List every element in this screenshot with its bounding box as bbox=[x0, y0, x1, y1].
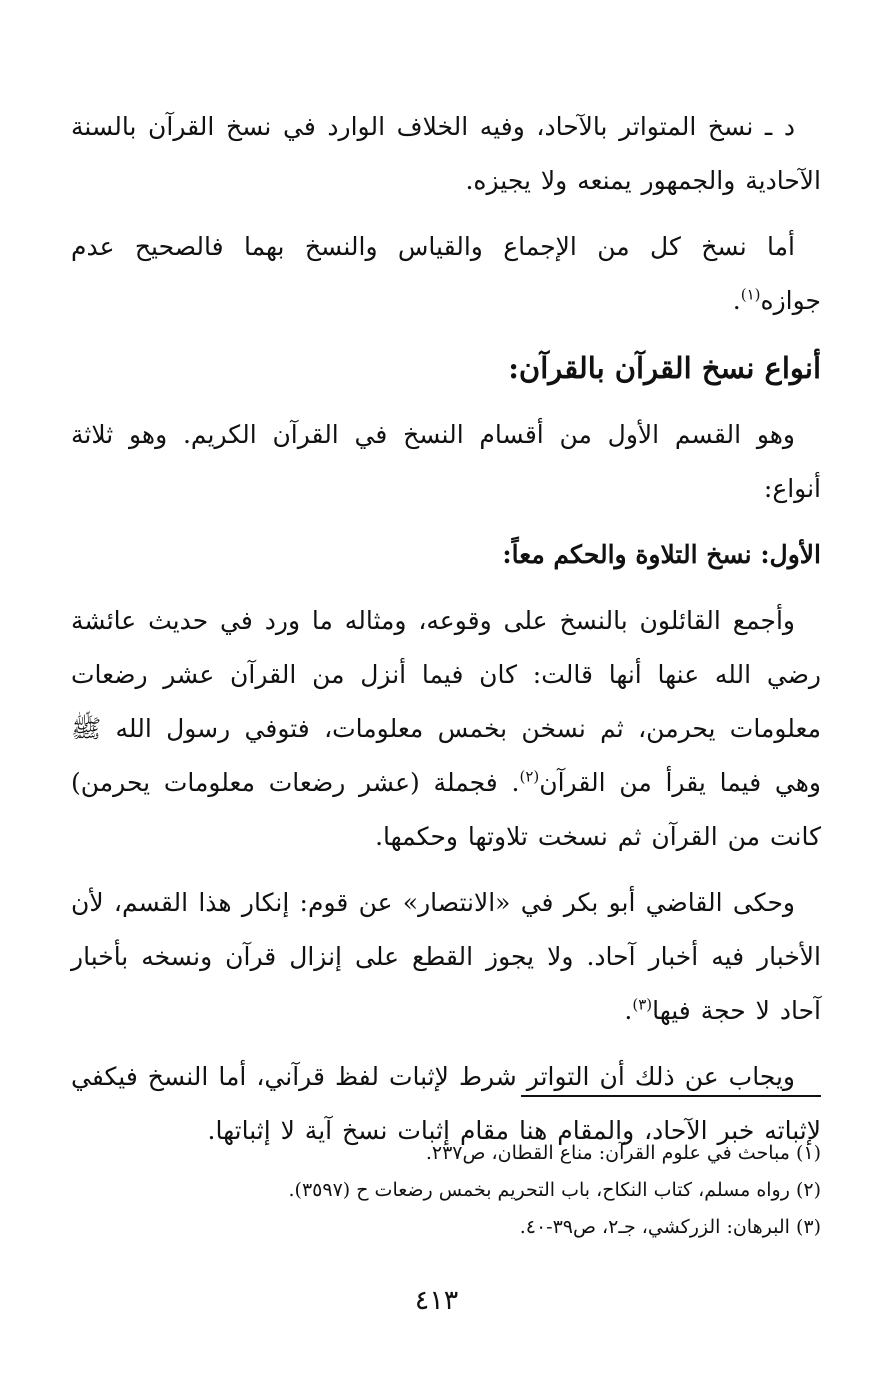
footnote-3: (٣) البرهان: الزركشي، جـ٢، ص٣٩-٤٠. bbox=[519, 1216, 821, 1238]
paragraph-text: ويجاب عن ذلك أن التواتر شرط لإثبات لفظ قرآني، أما النسخ فيكفي لإثباته خبر الآحاد، والمقام هنا مقام إثبات نسخ آية لا إثباتها. bbox=[71, 1062, 821, 1145]
footnote-separator bbox=[521, 1095, 821, 1097]
page-number: ٤١٣ bbox=[414, 1285, 459, 1316]
paragraph-qadi-abu-bakr bbox=[71, 876, 821, 1038]
paragraph-text: د ـ نسخ المتواتر بالآحاد، وفيه الخلاف الوارد في نسخ القرآن بالسنة الآحادية والجمهور يمنعه ولا يجيزه. bbox=[71, 112, 821, 195]
footnote-2: (٢) رواه مسلم، كتاب النكاح، باب التحريم بخمس رضعات ح (٣٥٩٧). bbox=[288, 1179, 821, 1201]
paragraph-text: وحكى القاضي أبو بكر في «الانتصار» عن قوم: إنكار هذا القسم، لأن الأخبار فيه أخبار آحاد. ولا يجوز القطع على إنزال قرآن ونسخه بأخبار آحاد لا حجة فيها bbox=[71, 888, 821, 1025]
paragraph-text: وهو القسم الأول من أقسام النسخ في القرآن الكريم. وهو ثلاثة أنواع: bbox=[71, 420, 821, 503]
paragraph-end: . bbox=[624, 996, 633, 1025]
main-text bbox=[71, 100, 821, 1170]
subsection-heading: الأول: نسخ التلاوة والحكم معاً: bbox=[502, 540, 821, 569]
paragraph-naskh-mutawatir bbox=[71, 100, 821, 208]
paragraph-section-intro bbox=[71, 408, 821, 516]
paragraph-text: وأجمع القائلون بالنسخ على وقوعه، ومثاله ما ورد في حديث عائشة رضي الله عنها أنها قالت: كان فيما أنزل من القرآن عشر رضعات معلومات يحرمن، ثم نسخن بخمس معلومات، فتوفي رسول الله ﷺ وهي فيما يقرأ من القرآن bbox=[71, 606, 821, 797]
footnote-ref-1[interactable]: (١) bbox=[740, 285, 761, 304]
paragraph-aisha-hadith bbox=[71, 594, 821, 864]
paragraph-text-continued: . فجملة (عشر رضعات معلومات يحرمن) كانت من القرآن ثم نسخت تلاوتها وحكمها. bbox=[71, 768, 821, 851]
footnote-ref-3[interactable]: (٣) bbox=[632, 995, 653, 1014]
footnote-1: (١) مباحث في علوم القرآن: مناع القطان، ص٢٣٧. bbox=[425, 1142, 821, 1164]
footnote-ref-2[interactable]: (٢) bbox=[519, 767, 540, 786]
footnotes bbox=[71, 1135, 821, 1246]
paragraph-end: . bbox=[732, 286, 741, 315]
paragraph-ijma-qiyas bbox=[71, 220, 821, 328]
section-heading: أنواع نسخ القرآن بالقرآن: bbox=[508, 351, 821, 385]
paragraph-text: أما نسخ كل من الإجماع والقياس والنسخ بهما فالصحيح عدم جوازه bbox=[71, 232, 821, 315]
